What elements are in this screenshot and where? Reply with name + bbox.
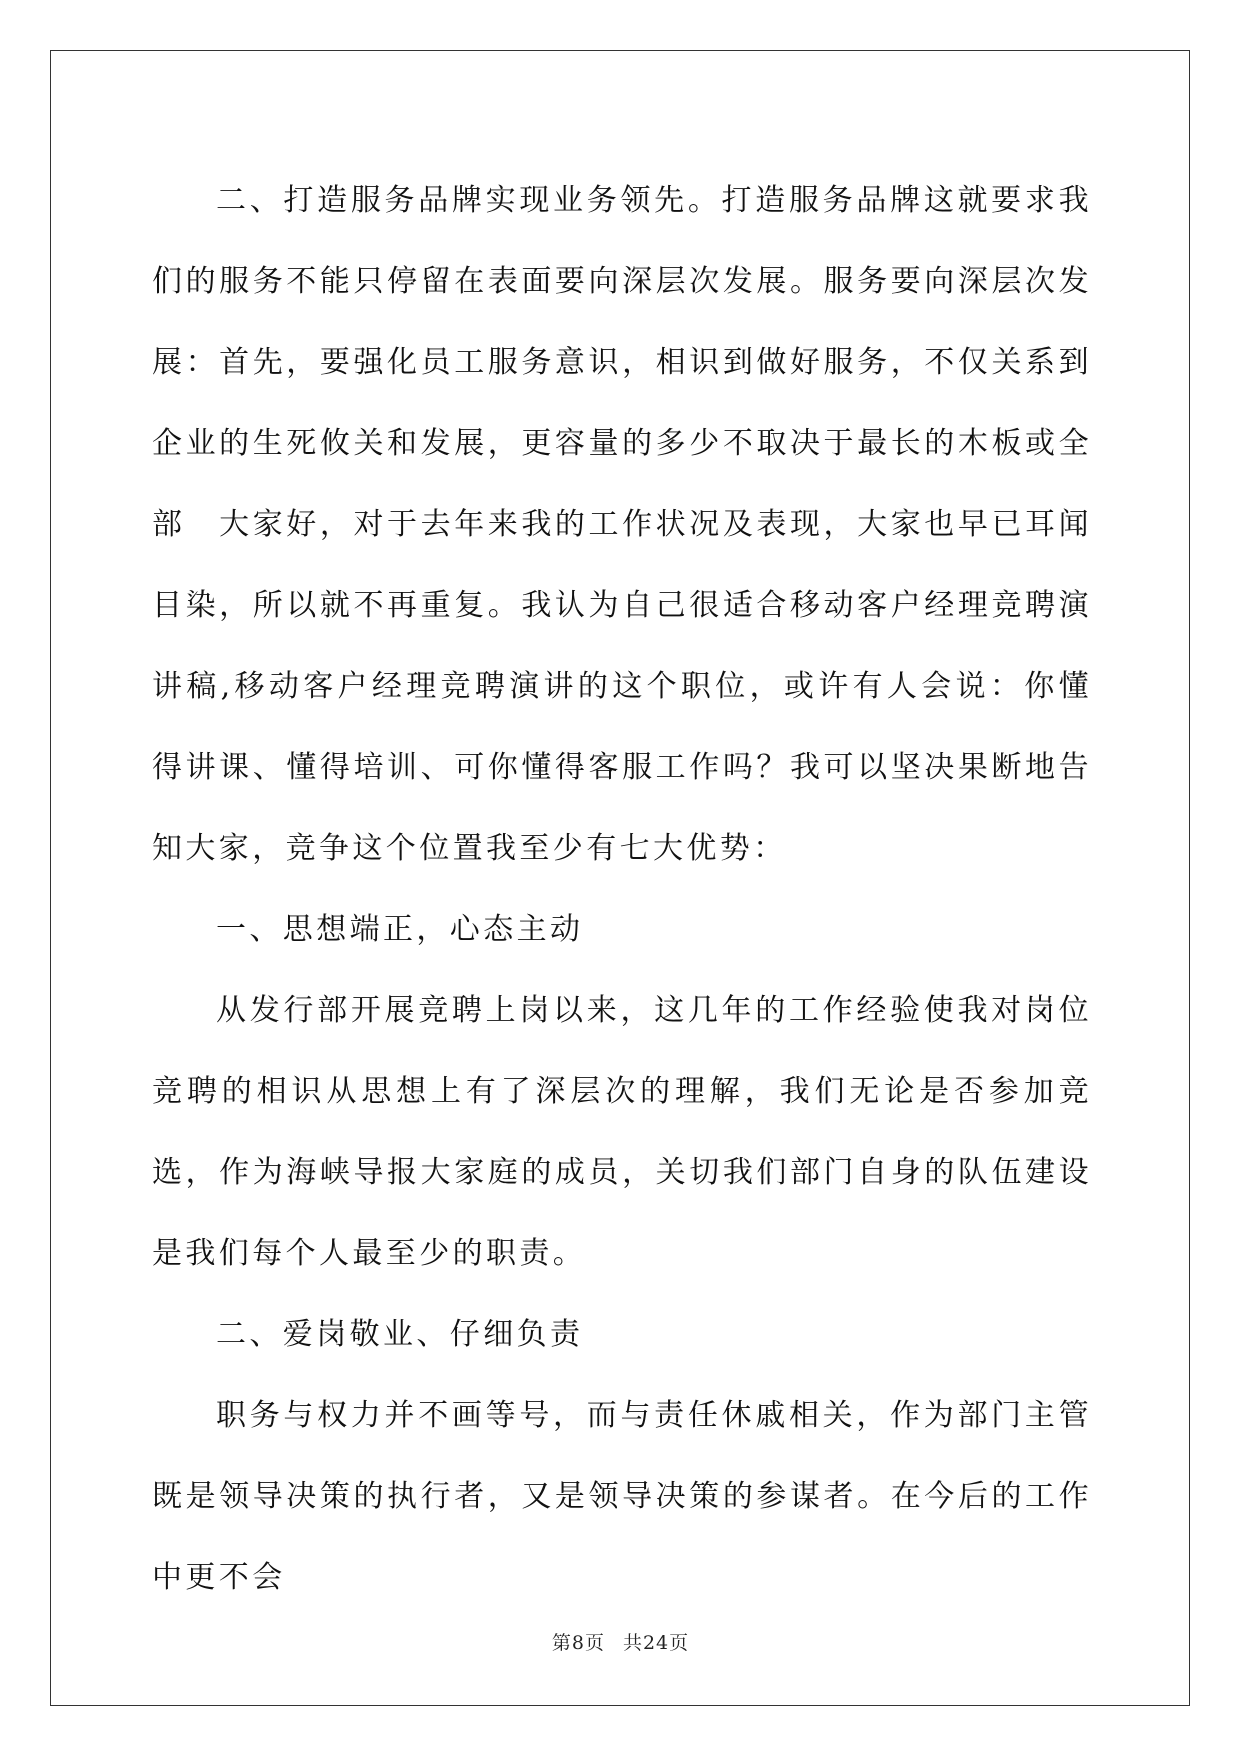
heading-2: 二、爱岗敬业、仔细负责 <box>216 1317 584 1352</box>
document-body <box>152 160 1092 1618</box>
page-number: 第8页 <box>551 1632 605 1654</box>
page-footer <box>0 1628 1241 1655</box>
paragraph-1: 二、打造服务品牌实现业务领先。打造服务品牌这就要求我们的服务不能只停留在表面要向深层次发展。服务要向深层次发展：首先，要强化员工服务意识，相识到做好服务，不仅关系到企业的生死攸关和发展，更容量的多少不取决于最长的木板或全部 大家好，对于去年来我的工作状况及表现，大家也早已耳闻目染，所以就不再重复。我认为自己很适合移动客户经理竞聘演讲稿,移动客户经理竞聘演讲的这个职位，或许有人会说：你懂得讲课、懂得培训、可你懂得客服工作吗？我可以坚决果断地告知大家，竞争这个位置我至少有七大优势： <box>152 183 1092 866</box>
paragraph-2: 从发行部开展竞聘上岗以来，这几年的工作经验使我对岗位竞聘的相识从思想上有了深层次的理解，我们无论是否参加竞选，作为海峡导报大家庭的成员，关切我们部门自身的队伍建设是我们每个人最至少的职责。 <box>152 993 1092 1271</box>
heading-1: 一、思想端正，心态主动 <box>216 912 584 947</box>
page-total: 共24页 <box>622 1632 690 1654</box>
paragraph-3: 职务与权力并不画等号，而与责任休戚相关，作为部门主管既是领导决策的执行者，又是领导决策的参谋者。在今后的工作中更不会 <box>152 1398 1092 1595</box>
